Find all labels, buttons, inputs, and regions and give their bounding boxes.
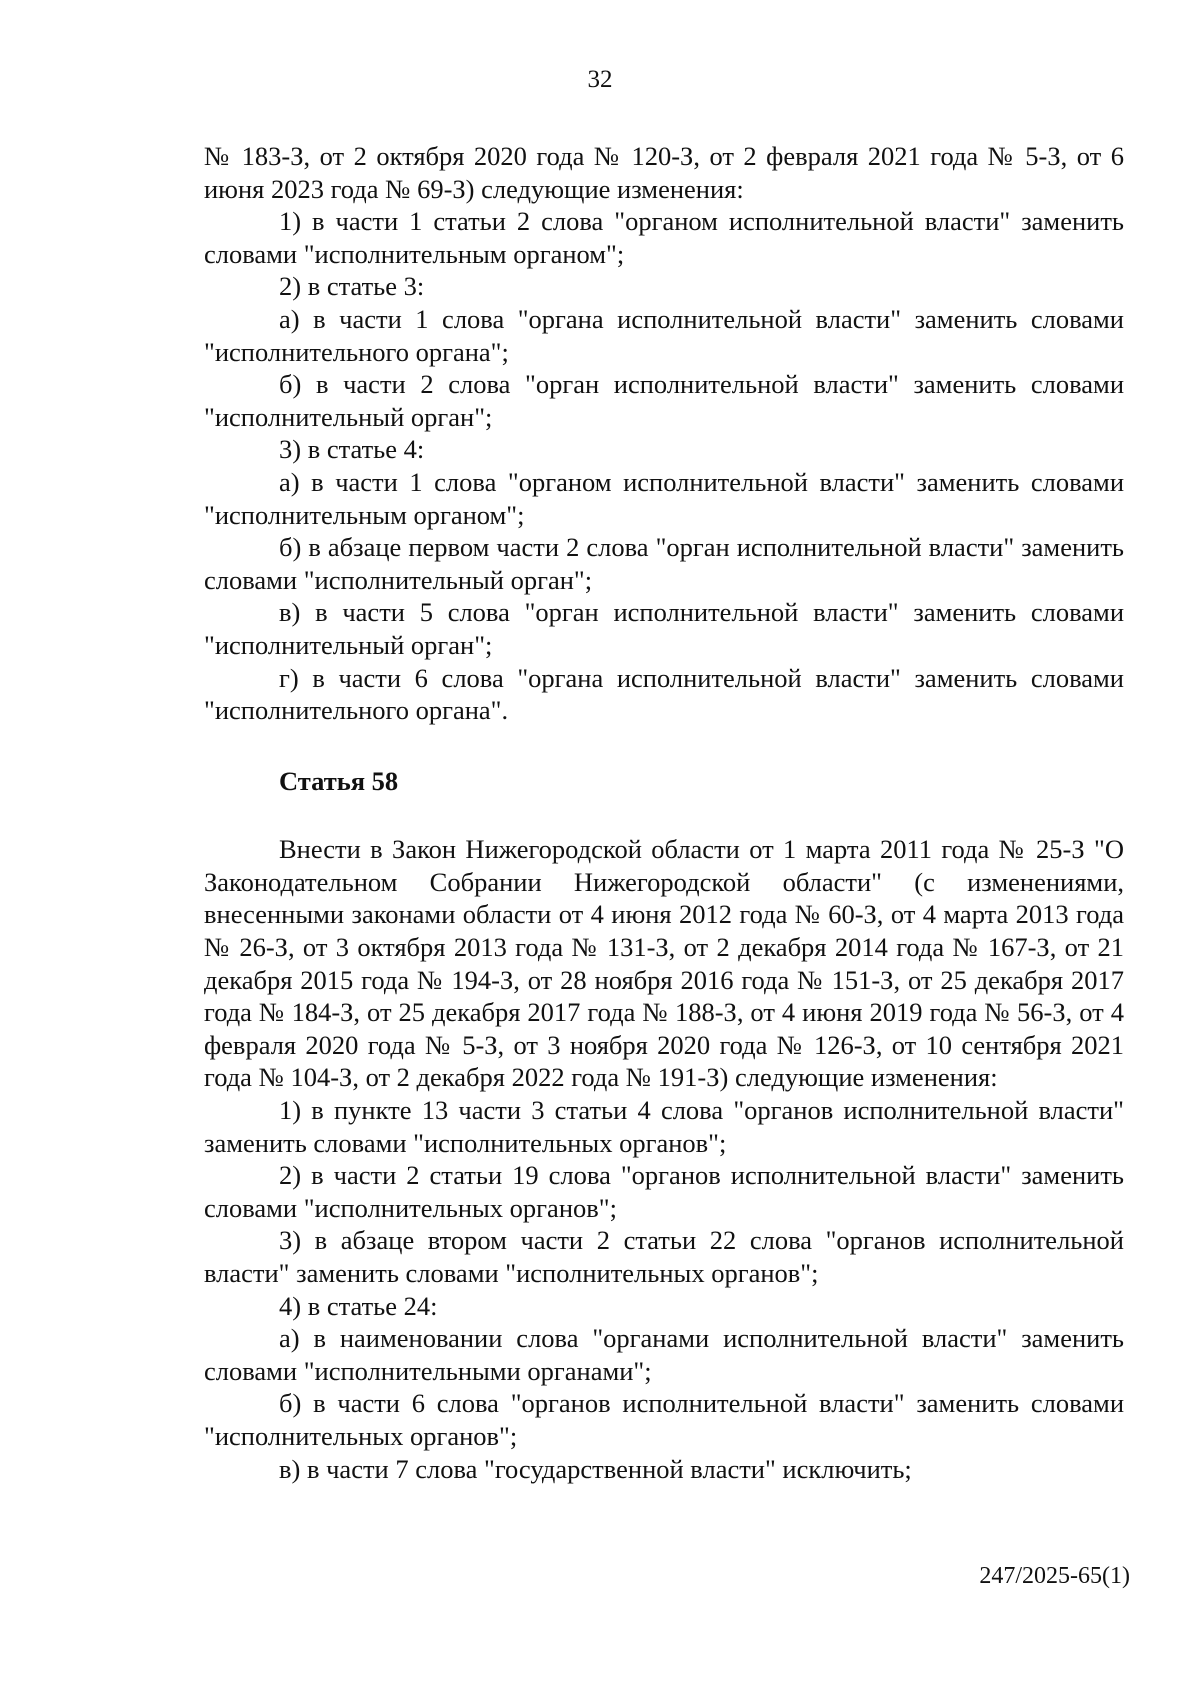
document-body [204, 140, 1124, 1485]
article-amendment-item: 1) в пункте 13 части 3 статьи 4 слова "органов исполнительной власти" заменить словами "исполнительных органов"; [204, 1095, 1124, 1158]
amendment-item: 2) в статье 3: [279, 271, 425, 302]
amendment-item: а) в части 1 слова "органом исполнительной власти" заменить словами "исполнительным органом"; [204, 466, 1124, 530]
amendment-item: б) в части 2 слова "орган исполнительной власти" заменить словами "исполнительный орган"; [204, 369, 1124, 432]
document-code: 247/2025-65(1) [979, 1563, 1130, 1589]
article-amendments-list [204, 1094, 1124, 1485]
article-amendment-item: 3) в абзаце втором части 2 статьи 22 слова "органов исполнительной власти" заменить словами "исполнительных органов"; [204, 1225, 1124, 1288]
article-amendment-item: 4) в статье 24: [279, 1290, 438, 1321]
amendments-list [204, 205, 1124, 727]
page-number: 32 [587, 66, 613, 93]
amendment-item: в) в части 5 слова "орган исполнительной власти" заменить словами "исполнительный орган"; [204, 597, 1124, 660]
article-intro: Внести в Закон Нижегородской области от 1 марта 2011 года № 25-З "О Законодательном Собрании Нижегородской области" (с изменениями, внесенными законами области от 4 июня 2012 года № 60-З, от 4 марта 2013 года № 26-З, от 3 октября 2013 года № 131-З, от 2 декабря 2014 года № 167-З, от 21 декабря 2015 года № 194-З, от 28 ноября 2016 года № 151-З, от 25 декабря 2017 года № 184-З, от 25 декабря 2017 года № 188-З, от 4 июня 2019 года № 56-З, от 4 февраля 2020 года № 5-З, от 3 ноября 2020 года № 126-З, от 10 сентября 2021 года № 104-З, от 2 декабря 2022 года № 191-З) следующие изменения: [204, 834, 1124, 1093]
article-amendment-item: 2) в части 2 статьи 19 слова "органов исполнительной власти" заменить словами "исполнительных органов"; [204, 1160, 1124, 1223]
amendment-item: 1) в части 1 статьи 2 слова "органом исполнительной власти" заменить словами "исполнительным органом"; [204, 206, 1124, 269]
amendment-item: а) в части 1 слова "органа исполнительной власти" заменить словами "исполнительного органа"; [204, 303, 1124, 367]
article-amendment-item: в) в части 7 слова "государственной власти" исключить; [279, 1453, 912, 1484]
amendment-item: б) в абзаце первом части 2 слова "орган исполнительной власти" заменить словами "исполнительный орган"; [204, 532, 1124, 595]
article-heading: Статья 58 [279, 765, 399, 796]
intro-paragraph: № 183-З, от 2 октября 2020 года № 120-З, от 2 февраля 2021 года № 5-З, от 6 июня 2023 года № 69-З) следующие изменения: [204, 141, 1124, 204]
amendment-item: г) в части 6 слова "органа исполнительной власти" заменить словами "исполнительного органа". [204, 662, 1124, 726]
amendment-item: 3) в статье 4: [279, 434, 425, 465]
article-amendment-item: а) в наименовании слова "органами исполнительной власти" заменить словами "исполнительными органами"; [204, 1323, 1124, 1386]
article-amendment-item: б) в части 6 слова "органов исполнительной власти" заменить словами "исполнительных органов"; [204, 1388, 1124, 1451]
